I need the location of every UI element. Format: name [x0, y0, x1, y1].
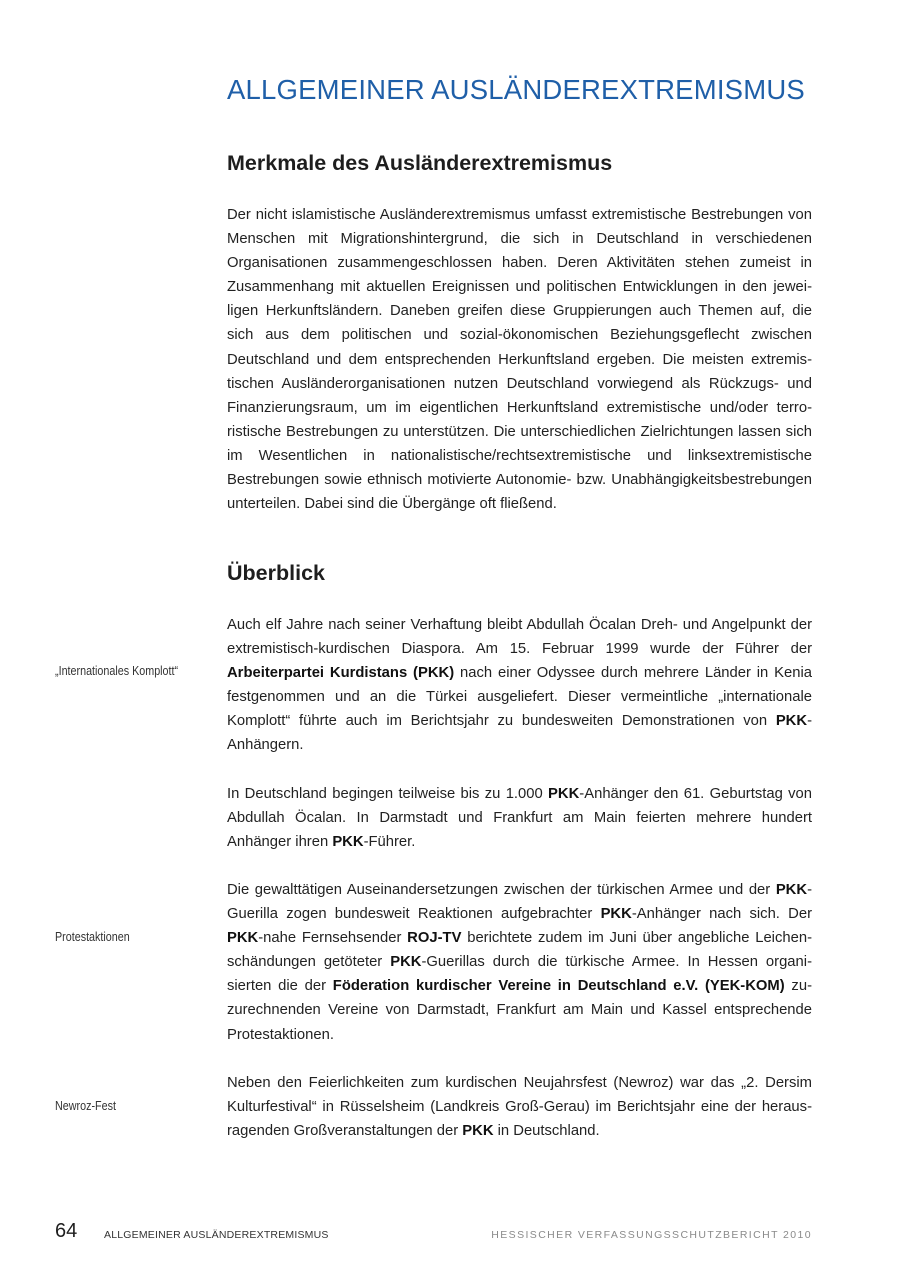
bold-organization: Arbeiterpartei Kurdistans (PKK)	[227, 665, 455, 682]
text-run: berichtete zudem im Juni über angebliche Leichenschändungen getöteter	[227, 930, 812, 971]
bold-organization: PKK	[600, 906, 632, 923]
footer-report-title: HESSISCHER VERFASSUNGSSCHUTZBERICHT 2010	[491, 1229, 812, 1241]
bold-organization: PKK	[332, 834, 364, 851]
paragraph-overview-4	[227, 1071, 812, 1143]
paragraph-features: Der nicht islamistische Ausländerextremismus umfasst extremistische Bestrebungen von Menschen mit Migrationshintergrund, die sich in Deutschland in verschiedenen Organisationen zusammengeschlossen haben. Deren Aktivitäten stehen zumeist in Zusammenhang mit aktuellen Ereignissen und politischen Entwicklungen in den jeweiligen Herkunftsländern. Daneben greifen diese Gruppierungen auch Themen auf, die sich aus dem politischen und sozial-ökonomischen Beziehungsgeflecht zwischen Deutschland und dem entsprechenden Herkunftsland ergeben. Die meisten extremistischen Ausländerorganisationen nutzen Deutschland vorwiegend als Rückzugs- und Finanzierungsraum, um im eigentlichen Herkunftsland extremistische und/oder terroristische Bestrebungen zu unterstützen. Die unterschiedlichen Zielrichtungen lassen sich im Wesentlichen in nationalistische/rechtsextremistische und linksextremistische Bestrebungen sowie ethnisch motivierte Autonomie- bzw. Unabhängigkeitsbestrebungen unterteilen. Dabei sind die Übergänge oft fließend.	[227, 207, 812, 513]
bold-organization: PKK	[462, 1123, 494, 1140]
text-run: nach einer Odyssee durch mehrere Länder in Kenia festgenommen und an die Türkei ausgeliefert. Dieser vermeintliche „internationale Komplott“ führte auch im Berichtsjahr zu bundesweiten Demonstrationen von	[227, 665, 812, 730]
text-run: -Anhänger nach sich. Der	[631, 906, 812, 923]
text-run: -Guerilla zogen bundesweit Reaktionen aufgebrachter	[227, 882, 812, 923]
paragraph-overview-3	[227, 878, 812, 1047]
paragraph-overview-2	[227, 782, 812, 854]
text-run: zuzurechnenden Vereine von Darmstadt, Frankfurt am Main und Kassel entsprechende Protestaktionen.	[227, 978, 812, 1043]
text-run: -Anhängern.	[227, 713, 812, 754]
text-run: In Deutschland begingen teilweise bis zu 1.000	[227, 786, 549, 802]
bold-organization: PKK	[775, 713, 808, 730]
bold-organization: ROJ-TV	[407, 930, 462, 947]
margin-note-protestaktionen: Protestaktionen	[55, 930, 130, 944]
margin-note-komplott: „Internationales Komplott“	[55, 664, 179, 678]
page-title: ALLGEMEINER AUSLÄNDEREXTREMISMUS	[227, 74, 805, 105]
paragraph-overview-1	[227, 613, 812, 758]
text-run: Die gewalttätigen Auseinandersetzungen zwischen der türkischen Armee und der	[227, 882, 776, 898]
footer-page-number: 64	[55, 1220, 78, 1242]
text-run: -Führer.	[363, 834, 416, 851]
bold-organization: PKK	[548, 786, 580, 802]
bold-organization: Föderation kurdischer Vereine in Deutschland e.V. (YEK-KOM)	[332, 978, 785, 995]
text-run: in Deutschland.	[493, 1123, 600, 1140]
margin-note-newroz: Newroz-Fest	[55, 1099, 116, 1113]
text-run: -Anhänger den 61. Geburtstag von Abdullah Öcalan. In Darmstadt und Frankfurt am Main feierten mehrere hundert Anhänger ihren	[227, 786, 812, 851]
footer-section-title: ALLGEMEINER AUSLÄNDEREXTREMISMUS	[104, 1229, 329, 1241]
text-run: -nahe Fernsehsender	[258, 930, 408, 947]
section-heading-overview: Überblick	[227, 561, 325, 585]
bold-organization: PKK	[390, 954, 422, 971]
text-run: Auch elf Jahre nach seiner Verhaftung bleibt Abdullah Öcalan Dreh- und Angelpunkt der extremistisch-kurdischen Diaspora. Am 15. Februar 1999 wurde der Führer der	[227, 617, 812, 658]
text-run: -Guerillas durch die türkische Armee. In Hessen organisierten die der	[227, 954, 812, 995]
text-run: Neben den Feierlichkeiten zum kurdischen Neujahrsfest (Newroz) war das „2. Dersim Kulturfestival“ in Rüsselsheim (Landkreis Groß-Gerau) im Berichtsjahr eine der herausragenden Großveranstaltungen der	[227, 1075, 812, 1140]
section-heading-features: Merkmale des Ausländerextremismus	[227, 151, 613, 175]
bold-organization: PKK	[227, 930, 259, 947]
bold-organization: PKK	[775, 882, 808, 898]
